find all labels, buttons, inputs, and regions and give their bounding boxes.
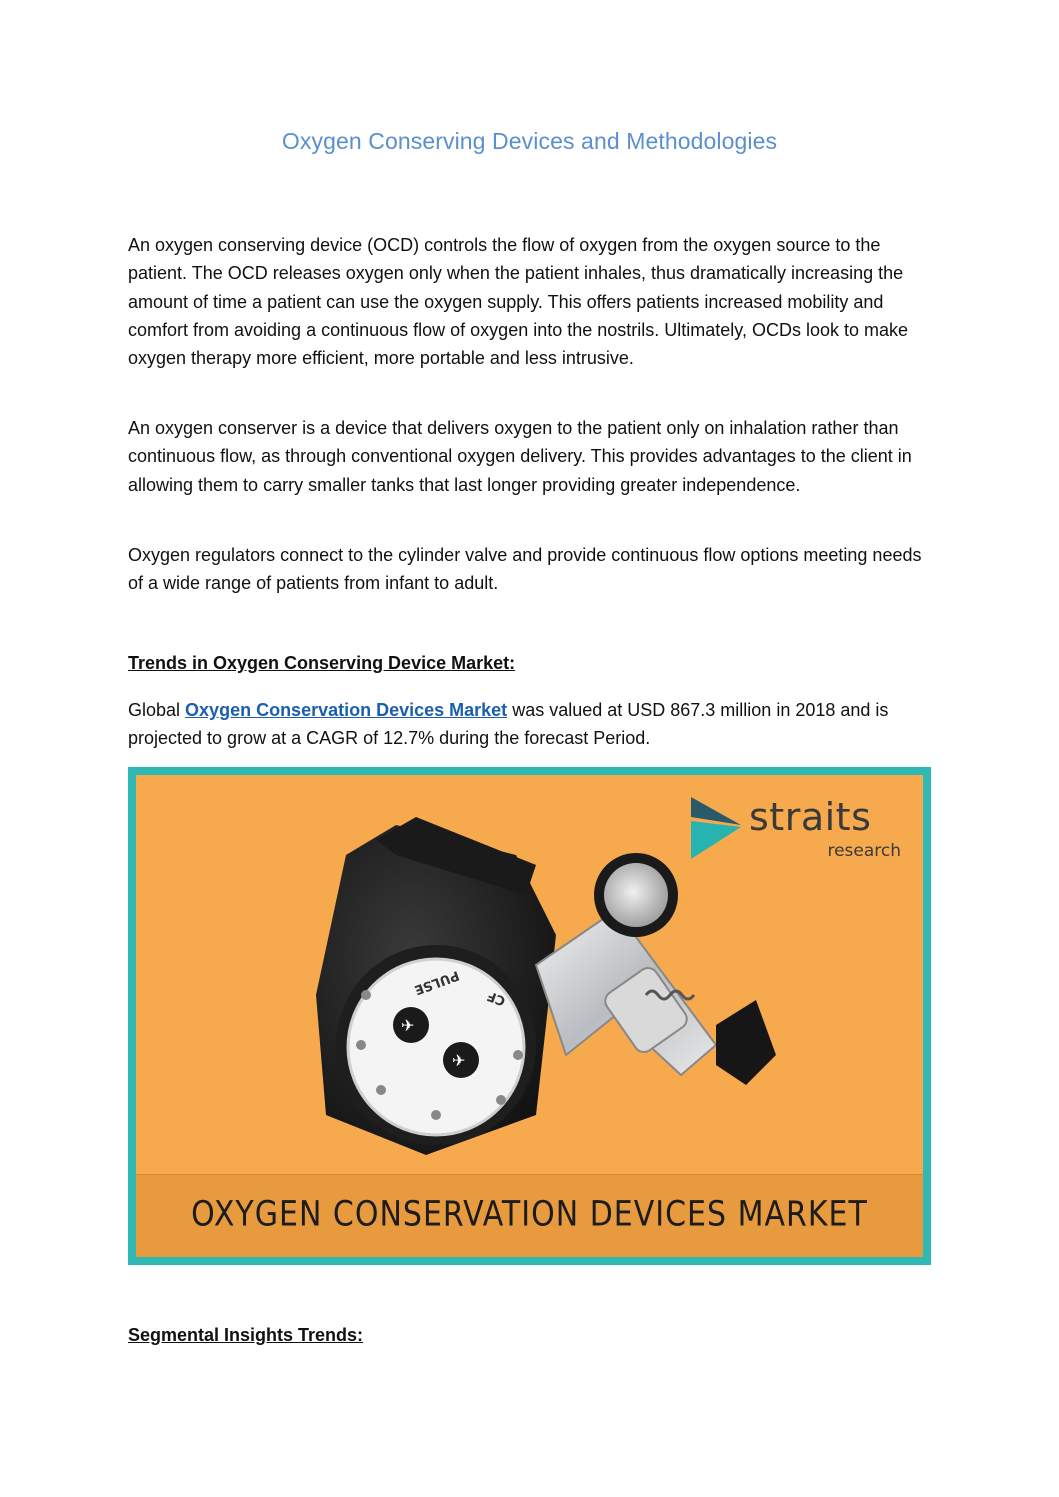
- svg-text:✈: ✈: [452, 1051, 466, 1070]
- oxygen-conserver-device-illustration: [286, 815, 886, 1175]
- market-report-link[interactable]: Oxygen Conservation Devices Market: [185, 700, 508, 720]
- market-text-prefix: Global: [128, 700, 186, 720]
- segment-heading: Segmental Insights Trends:: [128, 1325, 364, 1345]
- paragraph-ocd-definition: An oxygen conserving device (OCD) controls the flow of oxygen from the oxygen source to the patient. The OCD releases oxygen only when the patient inhales, thus dramatically increasing the amount of time a patient can use the oxygen supply. This offers patients increased mobility and comfort from avoiding a continuous flow of oxygen into the nostrils. Ultimately, OCDs look to make oxygen therapy more efficient, more portable and less intrusive.: [128, 235, 909, 369]
- banner-background: [136, 775, 923, 1257]
- logo-subtitle: research: [827, 841, 901, 861]
- banner-caption: OXYGEN CONSERVATION DEVICES MARKET: [191, 1194, 868, 1235]
- logo-wordmark: straits: [749, 795, 872, 839]
- dial-label-pulse: PULSE: [412, 967, 462, 998]
- page-title: Oxygen Conserving Devices and Methodologies: [281, 128, 778, 154]
- dial-label-cf: CF: [485, 987, 508, 1009]
- paragraph-regulators: Oxygen regulators connect to the cylinder valve and provide continuous flow options meeting needs of a wide range of patients from infant to adult.: [128, 545, 922, 594]
- svg-text:✈: ✈: [401, 1016, 415, 1035]
- market-banner-image: [128, 767, 931, 1265]
- market-text-suffix: was valued at USD 867.3 million in 2018 and is projected to grow at a CAGR of 12.7% during the forecast Period.: [128, 700, 889, 749]
- paragraph-oxygen-conserver: An oxygen conserver is a device that delivers oxygen to the patient only on inhalation rather than continuous flow, as through conventional oxygen delivery. This provides advantages to the client in allowing them to carry smaller tanks that last longer providing greater independence.: [128, 418, 912, 495]
- trends-heading: Trends in Oxygen Conserving Device Market:: [128, 653, 516, 673]
- banner-caption-bar: [136, 1174, 923, 1257]
- market-paragraph: [128, 696, 933, 753]
